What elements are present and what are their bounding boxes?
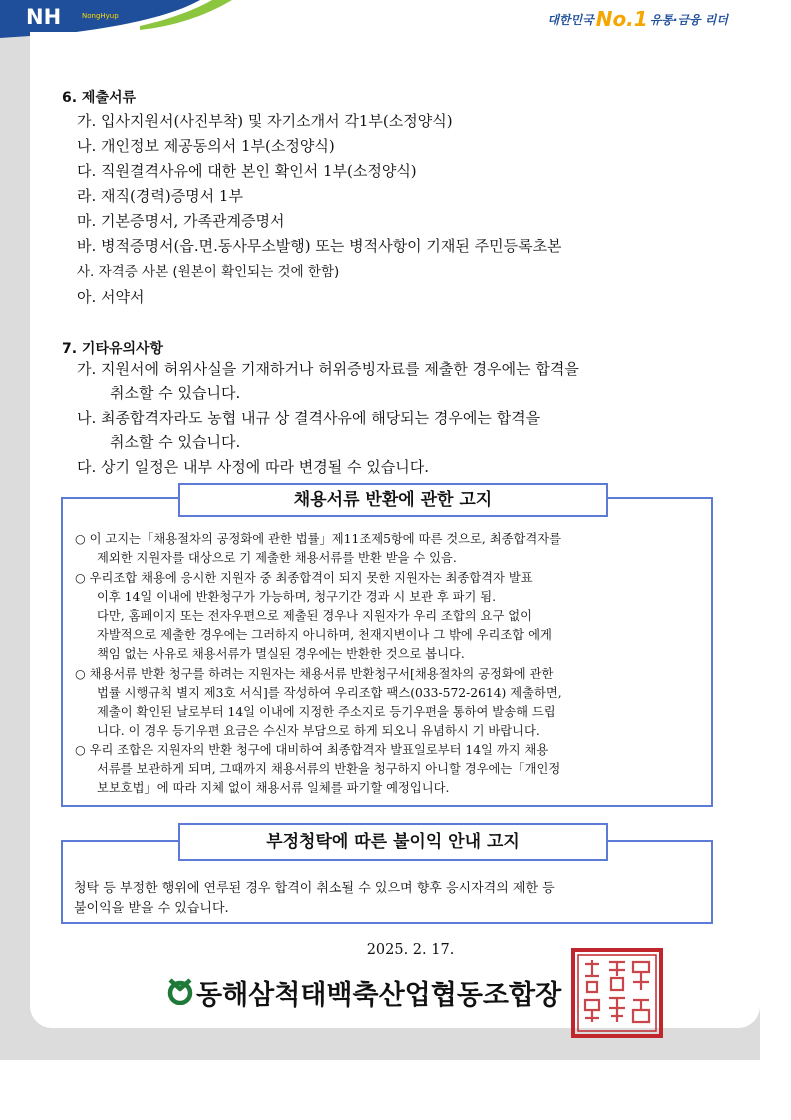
organization-name: 동해삼척태백축산업협동조합장 xyxy=(196,980,562,1011)
section-7-item: 가. 지원서에 허위사실을 기재하거나 허위증빙자료를 제출한 경우에는 합격을 xyxy=(77,360,579,378)
notice-line: 자발적으로 제출한 경우에는 그러하지 아니하며, 천재지변이나 그 밖에 우리조합 에게 xyxy=(97,628,552,642)
official-seal-icon xyxy=(571,948,663,1038)
slogan-pre: 대한민국 xyxy=(547,13,594,27)
issue-date: 2025. 2. 17. xyxy=(366,942,455,958)
section-7-item-cont: 취소할 수 있습니다. xyxy=(110,433,241,451)
section-6-item: 나. 개인정보 제공동의서 1부(소정양식) xyxy=(77,137,335,155)
notice-line: 이후 14일 이내에 반환청구가 가능하며, 청구기간 경과 시 보관 후 파기 됨. xyxy=(97,590,497,604)
section-7-title: 7. 기타유의사항 xyxy=(62,341,164,357)
notice-line: ○ 이 고지는「채용절차의 공정화에 관한 법률」제11조제5항에 따른 것으로, 최종합격자를 xyxy=(75,532,561,546)
notice-line: 법률 시행규칙 별지 제3호 서식]를 작성하여 우리조합 팩스(033-572-2614) 제출하면, xyxy=(97,686,562,700)
document-return-notice-title: 채용서류 반환에 관한 고지 xyxy=(178,483,608,517)
notice-line: 니다. 이 경우 등기우편 요금은 수신자 부담으로 하게 되오니 유념하시 기 바랍니다. xyxy=(97,724,540,738)
section-6-item: 가. 입사지원서(사진부착) 및 자기소개서 각1부(소정양식) xyxy=(77,112,453,130)
section-6-item: 아. 서약서 xyxy=(77,288,145,306)
logo-text: NH xyxy=(26,5,62,29)
notice-line: 서류를 보관하게 되며, 그때까지 채용서류의 반환을 청구하지 아니할 경우에는「개인정 xyxy=(97,762,561,776)
logo-subtext: NongHyup xyxy=(82,12,119,20)
notice-line: 보보호법」에 따라 지체 없이 채용서류 일체를 파기할 예정입니다. xyxy=(97,781,450,795)
section-6-item: 사. 자격증 사본 (원본이 확인되는 것에 한함) xyxy=(77,264,340,280)
nh-emblem-icon xyxy=(166,977,194,1005)
slogan xyxy=(478,5,728,31)
header-bar xyxy=(0,0,760,32)
improper-solicitation-notice-title: 부정청탁에 따른 불이익 안내 고지 xyxy=(178,823,608,861)
notice-line: 책임 없는 사유로 채용서류가 멸실된 경우에는 반환한 것으로 봅니다. xyxy=(97,647,465,661)
notice-line: 제출이 확인된 날로부터 14일 이내에 지정한 주소지로 등기우편을 통하여 발송해 드립 xyxy=(97,705,556,719)
notice-line: ○ 우리 조합은 지원자의 반환 청구에 대비하여 최종합격자 발표일로부터 14일 까지 채용 xyxy=(75,743,549,757)
notice-line: ○ 채용서류 반환 청구를 하려는 지원자는 채용서류 반환청구서[채용절차의 공정화에 관한 xyxy=(75,667,554,681)
section-7-item-cont: 취소할 수 있습니다. xyxy=(110,384,241,402)
notice-line: 청탁 등 부정한 행위에 연루된 경우 합격이 취소될 수 있으며 향후 응시자격의 제한 등 xyxy=(74,881,555,896)
notice-line: ○ 우리조합 채용에 응시한 지원자 중 최종합격이 되지 못한 지원자는 최종합격자 발표 xyxy=(75,571,533,585)
section-7-item: 나. 최종합격자라도 농협 내규 상 결격사유에 해당되는 경우에는 합격을 xyxy=(77,409,541,427)
section-6-item: 다. 직원결격사유에 대한 본인 확인서 1부(소정양식) xyxy=(77,162,417,180)
slogan-post: 유통·금융 리더 xyxy=(649,13,728,27)
notice-line: 제외한 지원자를 대상으로 기 제출한 채용서류를 반환 받을 수 있음. xyxy=(97,551,457,565)
notice-line: 불이익을 받을 수 있습니다. xyxy=(74,901,229,916)
section-6-item: 라. 재직(경력)증명서 1부 xyxy=(77,187,243,205)
section-7-item: 다. 상기 일정은 내부 사정에 따라 변경될 수 있습니다. xyxy=(77,458,429,476)
section-6-item: 바. 병적증명서(읍.면.동사무소발행) 또는 병적사항이 기재된 주민등록초본 xyxy=(77,237,562,255)
slogan-no1: No.1 xyxy=(595,7,648,31)
section-6-title: 6. 제출서류 xyxy=(62,90,137,106)
section-6-item: 마. 기본증명서, 가족관계증명서 xyxy=(77,212,285,230)
notice-line: 다만, 홈페이지 또는 전자우편으로 제출된 경우나 지원자가 우리 조합의 요구 없이 xyxy=(97,609,532,623)
